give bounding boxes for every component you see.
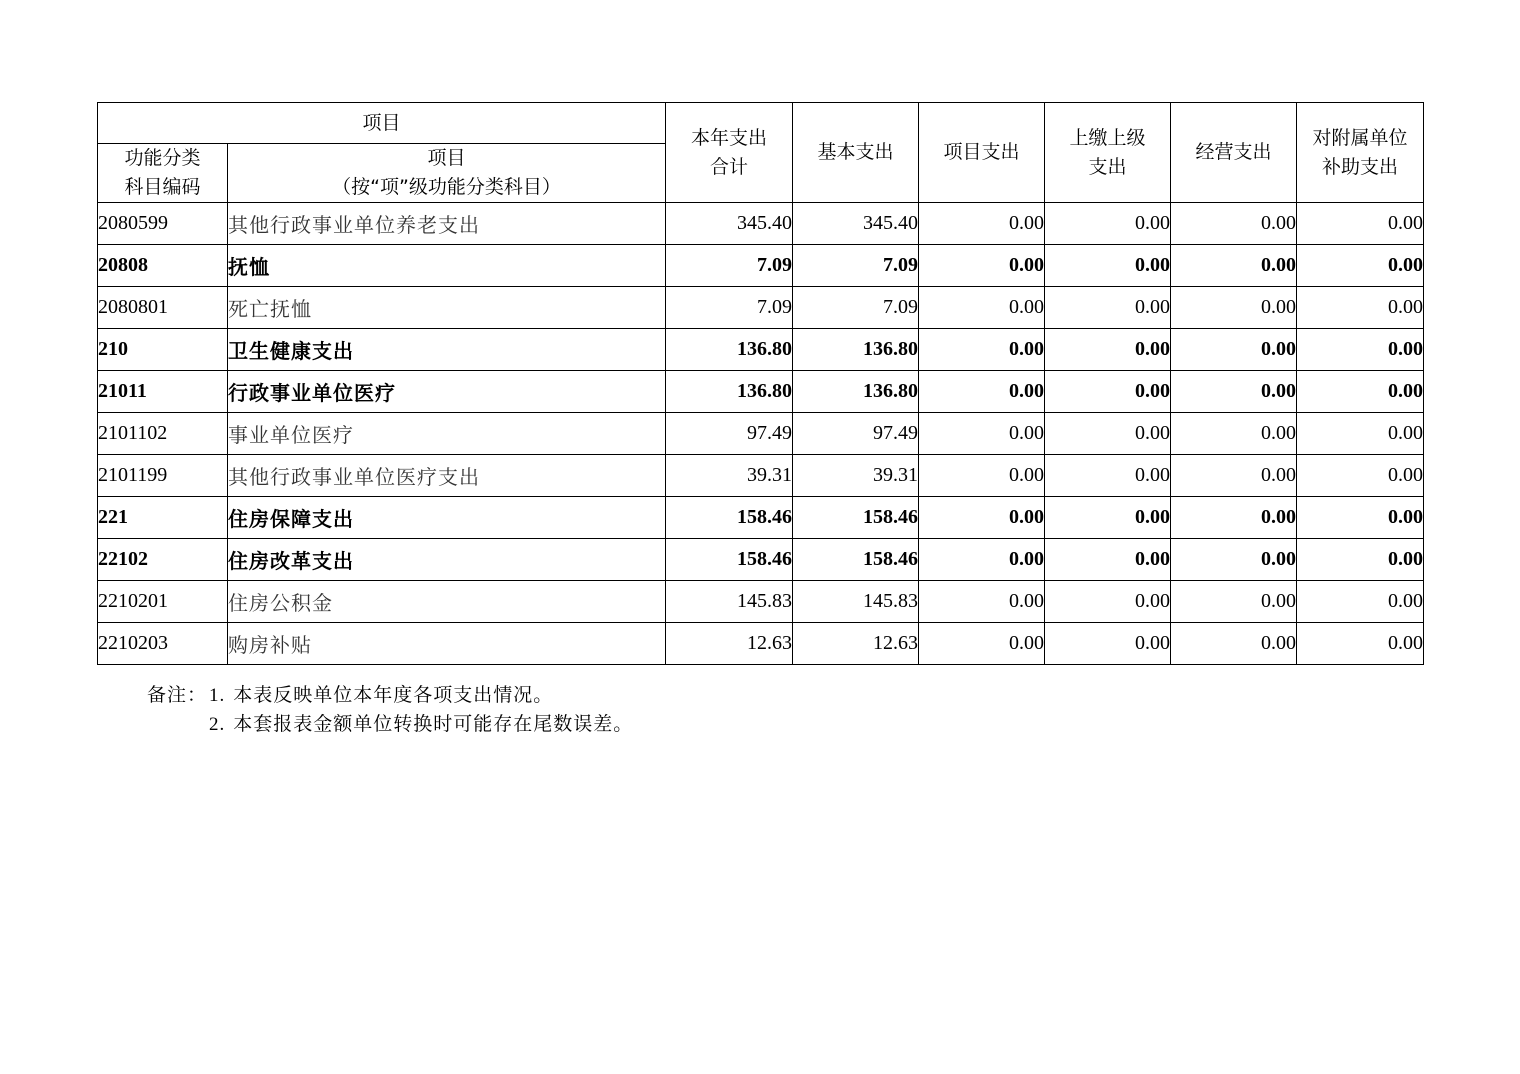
table-row bbox=[98, 581, 1424, 623]
cell-total: 12.63 bbox=[666, 623, 793, 665]
note-text: 本套报表金额单位转换时可能存在尾数误差。 bbox=[233, 713, 634, 735]
cell-upper: 0.00 bbox=[1045, 539, 1171, 581]
table-row bbox=[98, 287, 1424, 329]
cell-code: 2210201 bbox=[98, 581, 228, 623]
cell-project: 0.00 bbox=[919, 581, 1045, 623]
cell-name: 行政事业单位医疗 bbox=[228, 371, 666, 413]
cell-subsidiary: 0.00 bbox=[1297, 287, 1424, 329]
cell-total: 97.49 bbox=[666, 413, 793, 455]
cell-project: 0.00 bbox=[919, 203, 1045, 245]
cell-business: 0.00 bbox=[1171, 455, 1297, 497]
table-row bbox=[98, 539, 1424, 581]
cell-business: 0.00 bbox=[1171, 581, 1297, 623]
cell-name: 住房保障支出 bbox=[228, 497, 666, 539]
cell-code: 221 bbox=[98, 497, 228, 539]
header-subsidiary-line2: 补助支出 bbox=[1322, 155, 1399, 178]
cell-basic: 7.09 bbox=[793, 245, 919, 287]
cell-basic: 12.63 bbox=[793, 623, 919, 665]
cell-basic: 158.46 bbox=[793, 497, 919, 539]
cell-basic: 136.80 bbox=[793, 329, 919, 371]
header-basic: 基本支出 bbox=[793, 103, 919, 203]
cell-business: 0.00 bbox=[1171, 329, 1297, 371]
cell-basic: 158.46 bbox=[793, 539, 919, 581]
cell-project: 0.00 bbox=[919, 623, 1045, 665]
cell-subsidiary: 0.00 bbox=[1297, 539, 1424, 581]
cell-project: 0.00 bbox=[919, 413, 1045, 455]
table-row bbox=[98, 455, 1424, 497]
cell-business: 0.00 bbox=[1171, 413, 1297, 455]
header-business: 经营支出 bbox=[1171, 103, 1297, 203]
cell-upper: 0.00 bbox=[1045, 581, 1171, 623]
cell-name: 事业单位医疗 bbox=[228, 413, 666, 455]
cell-subsidiary: 0.00 bbox=[1297, 581, 1424, 623]
cell-subsidiary: 0.00 bbox=[1297, 329, 1424, 371]
cell-code: 22102 bbox=[98, 539, 228, 581]
cell-upper: 0.00 bbox=[1045, 413, 1171, 455]
note-indent bbox=[147, 710, 209, 739]
cell-code: 2101102 bbox=[98, 413, 228, 455]
note-number: 2. bbox=[209, 714, 226, 735]
cell-total: 158.46 bbox=[666, 497, 793, 539]
header-subsidiary bbox=[1297, 103, 1424, 203]
cell-business: 0.00 bbox=[1171, 245, 1297, 287]
cell-upper: 0.00 bbox=[1045, 623, 1171, 665]
cell-project: 0.00 bbox=[919, 539, 1045, 581]
cell-code: 2210203 bbox=[98, 623, 228, 665]
cell-subsidiary: 0.00 bbox=[1297, 497, 1424, 539]
cell-name: 抚恤 bbox=[228, 245, 666, 287]
cell-upper: 0.00 bbox=[1045, 245, 1171, 287]
cell-subsidiary: 0.00 bbox=[1297, 413, 1424, 455]
cell-code: 210 bbox=[98, 329, 228, 371]
header-project: 项目支出 bbox=[919, 103, 1045, 203]
cell-name: 住房改革支出 bbox=[228, 539, 666, 581]
cell-business: 0.00 bbox=[1171, 203, 1297, 245]
cell-upper: 0.00 bbox=[1045, 455, 1171, 497]
cell-code: 21011 bbox=[98, 371, 228, 413]
cell-name: 其他行政事业单位医疗支出 bbox=[228, 455, 666, 497]
cell-business: 0.00 bbox=[1171, 371, 1297, 413]
cell-project: 0.00 bbox=[919, 497, 1045, 539]
cell-upper: 0.00 bbox=[1045, 371, 1171, 413]
table-row bbox=[98, 623, 1424, 665]
note-number: 1. bbox=[209, 685, 226, 706]
cell-upper: 0.00 bbox=[1045, 329, 1171, 371]
cell-total: 158.46 bbox=[666, 539, 793, 581]
header-code bbox=[98, 144, 228, 203]
cell-total: 7.09 bbox=[666, 287, 793, 329]
cell-subsidiary: 0.00 bbox=[1297, 245, 1424, 287]
cell-basic: 97.49 bbox=[793, 413, 919, 455]
header-total-line2: 合计 bbox=[710, 155, 749, 178]
cell-name: 购房补贴 bbox=[228, 623, 666, 665]
cell-subsidiary: 0.00 bbox=[1297, 623, 1424, 665]
cell-project: 0.00 bbox=[919, 455, 1045, 497]
header-code-line2: 科目编码 bbox=[124, 176, 201, 198]
table-row bbox=[98, 413, 1424, 455]
cell-name: 其他行政事业单位养老支出 bbox=[228, 203, 666, 245]
table-row bbox=[98, 245, 1424, 287]
cell-total: 136.80 bbox=[666, 371, 793, 413]
cell-subsidiary: 0.00 bbox=[1297, 455, 1424, 497]
notes-label: 备注： bbox=[147, 684, 208, 706]
header-upper-line2: 支出 bbox=[1088, 155, 1127, 178]
header-code-line1: 功能分类 bbox=[124, 147, 201, 169]
expenditure-table bbox=[97, 102, 1424, 665]
header-subsidiary-line1: 对附属单位 bbox=[1312, 126, 1408, 149]
cell-code: 2080801 bbox=[98, 287, 228, 329]
table-row bbox=[98, 203, 1424, 245]
header-name-line1: 项目 bbox=[427, 147, 466, 169]
cell-total: 136.80 bbox=[666, 329, 793, 371]
cell-basic: 136.80 bbox=[793, 371, 919, 413]
cell-business: 0.00 bbox=[1171, 497, 1297, 539]
cell-name: 死亡抚恤 bbox=[228, 287, 666, 329]
header-project-group: 项目 bbox=[98, 103, 666, 144]
cell-name: 住房公积金 bbox=[228, 581, 666, 623]
cell-basic: 39.31 bbox=[793, 455, 919, 497]
note-text: 本表反映单位本年度各项支出情况。 bbox=[233, 684, 554, 706]
cell-project: 0.00 bbox=[919, 371, 1045, 413]
cell-upper: 0.00 bbox=[1045, 203, 1171, 245]
table-row bbox=[98, 497, 1424, 539]
header-name-line2: （按“项”级功能分类科目） bbox=[332, 176, 561, 198]
cell-upper: 0.00 bbox=[1045, 287, 1171, 329]
header-total bbox=[666, 103, 793, 203]
cell-total: 39.31 bbox=[666, 455, 793, 497]
cell-subsidiary: 0.00 bbox=[1297, 203, 1424, 245]
cell-basic: 345.40 bbox=[793, 203, 919, 245]
cell-total: 145.83 bbox=[666, 581, 793, 623]
cell-code: 2080599 bbox=[98, 203, 228, 245]
cell-basic: 145.83 bbox=[793, 581, 919, 623]
cell-upper: 0.00 bbox=[1045, 497, 1171, 539]
cell-business: 0.00 bbox=[1171, 539, 1297, 581]
cell-project: 0.00 bbox=[919, 287, 1045, 329]
header-upper bbox=[1045, 103, 1171, 203]
note-line-2 bbox=[147, 710, 1423, 739]
note-line-1 bbox=[147, 681, 1423, 710]
cell-total: 7.09 bbox=[666, 245, 793, 287]
cell-subsidiary: 0.00 bbox=[1297, 371, 1424, 413]
cell-name: 卫生健康支出 bbox=[228, 329, 666, 371]
cell-total: 345.40 bbox=[666, 203, 793, 245]
notes-section bbox=[147, 681, 1423, 739]
table-body bbox=[98, 203, 1424, 665]
table-row bbox=[98, 371, 1424, 413]
header-upper-line1: 上缴上级 bbox=[1069, 126, 1146, 149]
table-row bbox=[98, 329, 1424, 371]
cell-business: 0.00 bbox=[1171, 623, 1297, 665]
budget-sheet bbox=[97, 102, 1423, 739]
table-header bbox=[98, 103, 1424, 203]
cell-basic: 7.09 bbox=[793, 287, 919, 329]
cell-business: 0.00 bbox=[1171, 287, 1297, 329]
cell-project: 0.00 bbox=[919, 245, 1045, 287]
header-name bbox=[228, 144, 666, 203]
header-total-line1: 本年支出 bbox=[691, 126, 768, 149]
cell-project: 0.00 bbox=[919, 329, 1045, 371]
cell-code: 2101199 bbox=[98, 455, 228, 497]
cell-code: 20808 bbox=[98, 245, 228, 287]
